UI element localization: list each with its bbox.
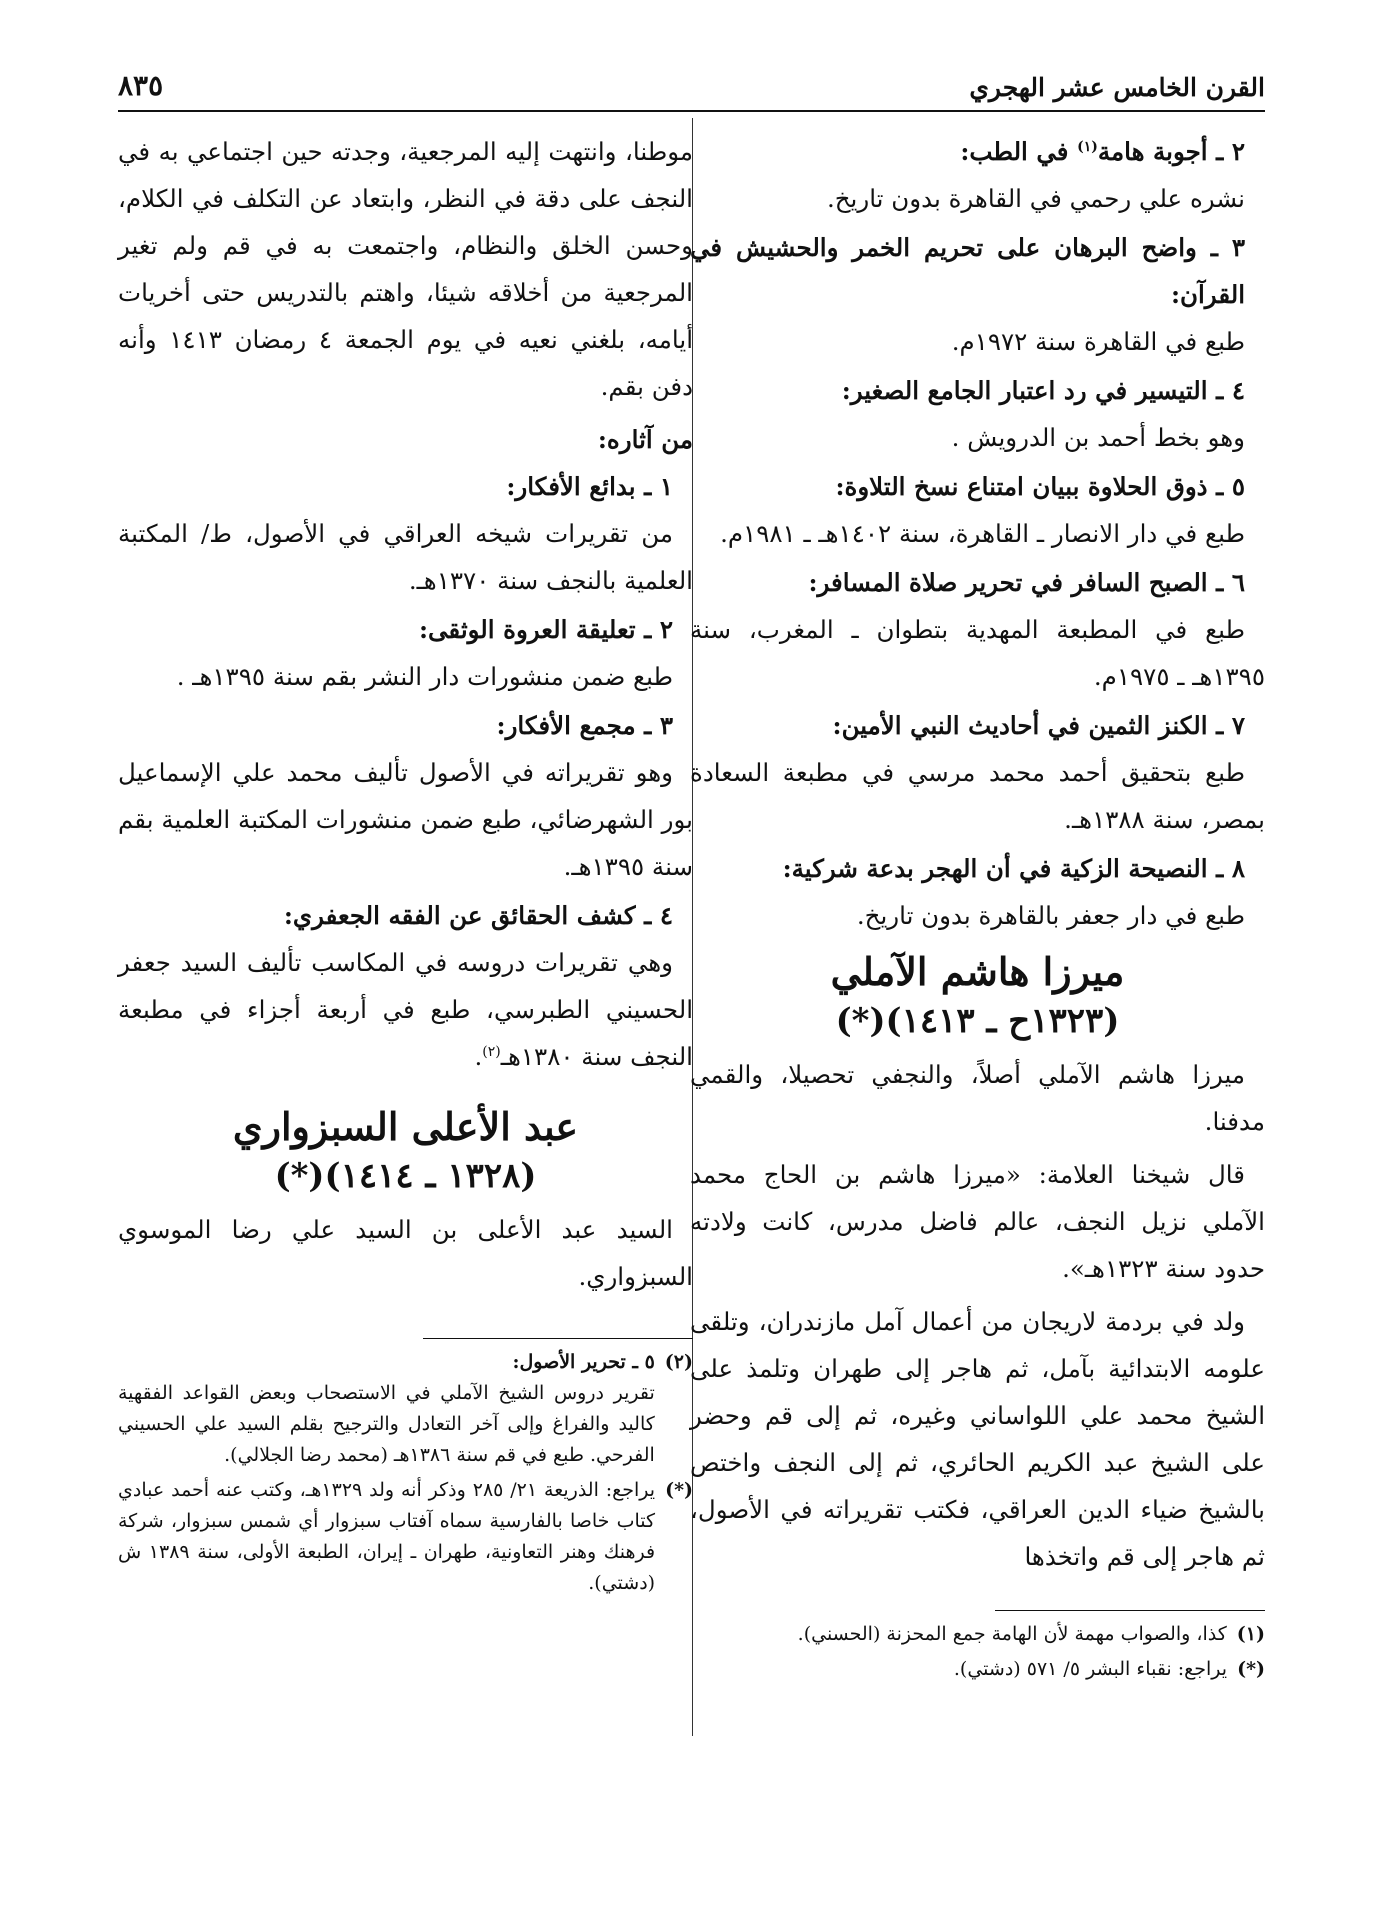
work-text: نشره علي رحمي في القاهرة بدون تاريخ. [826, 184, 1245, 213]
footnote-title: ٥ ـ تحرير الأصول: [512, 1351, 655, 1373]
footnotes-right [690, 1610, 1265, 1689]
biography-paragraph: ولد في بردمة لاريجان من أعمال آمل مازندران، وتلقى علومه الابتدائية بآمل، ثم هاجر إلى طهران وتلمذ على الشيخ محمد علي اللواساني وغيره، ثم إلى قم وحضر على الشيخ عبد الكريم الحائري، ثم إلى النجف واختص بالشيخ ضياء الدين العراقي، فكتب تقريراته في الأصول، ثم هاجر إلى قم واتخذها [690, 1307, 1265, 1571]
work-title: ٢ ـ أجوبة هامة [1097, 137, 1245, 166]
work-item [690, 463, 1265, 557]
work-title-tail: في الطب: [960, 137, 1078, 166]
biography-name: عبد الأعلى السبزواري [232, 1104, 579, 1149]
continued-paragraph: موطنا، وانتهت إليه المرجعية، وجدته حين اجتماعي به في النجف على دقة في النظر، وابتعاد عن التكلف في الكلام، وحسن الخلق والنظام، واجتمعت به في قم ولم تغير المرجعية من أخلاقه شيئا، واهتم بالتدريس حتى أخريات أيامه، بلغني نعيه في يوم الجمعة ٤ رمضان ١٤١٣ وأنه دفن بقم. [118, 137, 693, 401]
biography-dates: (١٣٢٣ح ـ ١٤١٣)(*) [835, 1001, 1120, 1041]
footnote-marker: (٢) [664, 1351, 693, 1373]
biography-name: ميرزا هاشم الآملي [830, 949, 1125, 994]
running-head: القرن الخامس عشر الهجري [969, 73, 1265, 102]
work-item [118, 606, 693, 700]
work-title: ٦ ـ الصبح السافر في تحرير صلاة المسافر: [808, 568, 1245, 597]
work-title: ١ ـ بدائع الأفكار: [506, 472, 673, 501]
work-text: طبع في دار الانصار ـ القاهرة، سنة ١٤٠٢هـ ـ ١٩٨١م. [720, 519, 1245, 548]
footnote [118, 1347, 693, 1471]
work-item [690, 367, 1265, 461]
works-heading: من آثاره: [597, 425, 693, 454]
footnote [118, 1475, 693, 1599]
work-item [690, 845, 1265, 939]
footnote-marker: (١) [1236, 1623, 1265, 1645]
work-title: ٤ ـ كشف الحقائق عن الفقه الجعفري: [283, 901, 673, 930]
work-text: طبع بتحقيق أحمد محمد مرسي في مطبعة السعادة بمصر، سنة ١٣٨٨هـ. [690, 758, 1265, 834]
work-item [118, 892, 693, 1080]
footnote-ref: (١) [1077, 138, 1098, 155]
footnote-text: تقرير دروس الشيخ الآملي في الاستصحاب وبعض القواعد الفقهية كاليد والفراغ وإلى آخر التعادل والترجيح بقلم السيد علي الحسيني الفرحي. طبع في قم سنة ١٣٨٦هـ (محمد رضا الجلالي). [118, 1382, 655, 1466]
footnote-text: كذا، والصواب مهمة لأن الهامة جمع المحزنة (الحسني). [797, 1623, 1227, 1645]
footnote-marker: (*) [1237, 1658, 1265, 1680]
work-title: ٥ ـ ذوق الحلاوة ببيان امتناع نسخ التلاوة: [835, 472, 1245, 501]
work-item [690, 224, 1265, 365]
work-item [690, 702, 1265, 843]
work-text-tail: . [474, 1042, 483, 1071]
footnotes-left [118, 1338, 693, 1603]
footnote-text: يراجع: نقباء البشر ٥/ ٥٧١ (دشتي). [953, 1658, 1228, 1680]
work-item [118, 463, 693, 604]
work-title: ٤ ـ التيسير في رد اعتبار الجامع الصغير: [841, 376, 1245, 405]
biography-paragraph: قال شيخنا العلامة: «ميرزا هاشم بن الحاج محمد الآملي نزيل النجف، عالم فاضل مدرس، كانت ولادته حدود سنة ١٣٢٣هـ». [690, 1160, 1265, 1283]
work-text: طبع في المطبعة المهدية بتطوان ـ المغرب، سنة ١٣٩٥هـ ـ ١٩٧٥م. [690, 615, 1265, 691]
work-text: من تقريرات شيخه العراقي في الأصول، ط/ المكتبة العلمية بالنجف سنة ١٣٧٠هـ. [118, 519, 693, 595]
work-text: وهي تقريرات دروسه في المكاسب تأليف السيد جعفر الحسيني الطبرسي، طبع في أربعة أجزاء في مطبعة النجف سنة ١٣٨٠هـ [118, 948, 693, 1071]
footnote-marker: (*) [665, 1479, 693, 1501]
work-text: طبع ضمن منشورات دار النشر بقم سنة ١٣٩٥هـ . [176, 662, 673, 691]
footnote [690, 1654, 1265, 1685]
work-text: وهو تقريراته في الأصول تأليف محمد علي الإسماعيل بور الشهرضائي، طبع ضمن منشورات المكتبة العلمية بقم سنة ١٣٩٥هـ. [118, 758, 693, 881]
biography-paragraph: السيد عبد الأعلى بن السيد علي رضا الموسوي السبزواري. [118, 1215, 693, 1291]
page-number: ٨٣٥ [118, 69, 164, 102]
work-title: ٨ ـ النصيحة الزكية في أن الهجر بدعة شركية: [782, 854, 1245, 883]
footnote-ref: (٢) [482, 1043, 501, 1060]
work-item [118, 702, 693, 890]
work-title: ٣ ـ مجمع الأفكار: [496, 711, 673, 740]
work-item [690, 128, 1265, 222]
work-text: طبع في القاهرة سنة ١٩٧٢م. [951, 327, 1245, 356]
work-text: طبع في دار جعفر بالقاهرة بدون تاريخ. [856, 901, 1245, 930]
work-text: وهو بخط أحمد بن الدرويش . [951, 423, 1245, 452]
right-column [690, 128, 1265, 1586]
biography-paragraph: ميرزا هاشم الآملي أصلاً، والنجفي تحصيلا، والقمي مدفنا. [690, 1060, 1265, 1136]
footnote-text: يراجع: الذريعة ٢١/ ٢٨٥ وذكر أنه ولد ١٣٢٩هـ، وكتب عنه أحمد عبادي كتاب خاصا بالفارسية سماه آفتاب سبزوار أي شمس سبزوار، شركة فرهنك وهنر التعاونية، طهران ـ إيران، الطبعة الأولى، سنة ١٣٨٩ ش (دشتي). [118, 1479, 656, 1594]
work-title: ٢ ـ تعليقة العروة الوثقى: [418, 615, 673, 644]
page-header [118, 60, 1265, 112]
work-title: ٣ ـ واضح البرهان على تحريم الخمر والحشيش في القرآن: [690, 233, 1245, 309]
footnote [690, 1619, 1265, 1650]
footnote-rule [423, 1338, 693, 1339]
left-column [118, 128, 693, 1306]
footnote-rule [995, 1610, 1265, 1611]
work-item [690, 559, 1265, 700]
work-title: ٧ ـ الكنز الثمين في أحاديث النبي الأمين: [832, 711, 1245, 740]
biography-dates: (١٣٢٨ ـ ١٤١٤)(*) [274, 1156, 537, 1196]
